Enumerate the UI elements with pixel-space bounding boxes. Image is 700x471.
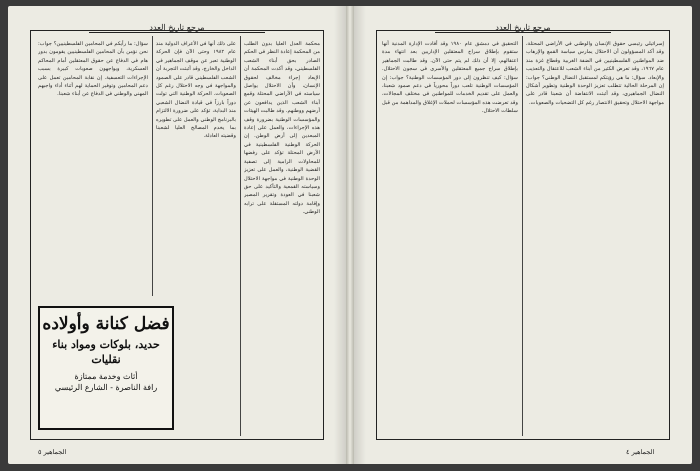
- column-left: التحقيق في دمشق عام ١٩٨٠ وقد أفادت الإدارة المدنية أنها ستقوم بإطلاق سراح المعتقلين الإداريين بعد انتهاء مدة اعتقالهم، إلا أن ذلك لم يتم حتى الآن. وقد طالبت الجماهير بإطلاق سراح جميع المعتقلين والأسرى في سجون الاحتلال. سؤال: كيف تنظرون إلى دور المؤسسات الوطنية؟ جواب: إن المؤسسات الوطنية تلعب دوراً محورياً في دعم صمود شعبنا، والعمل على تقديم الخدمات للمواطنين في مختلف المجالات، وقد تعرضت هذه المؤسسات لحملات الإغلاق والمداهمة من قبل سلطات الاحتلال.: [382, 41, 518, 115]
- column-right: محكمة العدل العليا بدون الطلب من المحكمة إعادة النظر في الحكم الصادر بحق أبناء الشعب الفلسطيني، وقد أكدت المحكمة أن الإبعاد إجراء مخالف لحقوق الإنسان، وأن الاحتلال يواصل سياسته في الأراضي المحتلة وقمع أبناء الشعب الذين يدافعون عن أرضهم ووطنهم. وقد طالبت الهيئات والمؤسسات الوطنية بضرورة وقف هذه الإجراءات، والعمل على إعادة المبعدين إلى أرض الوطن. إن الحركة الوطنية الفلسطينية في الأرض المحتلة تؤكد على رفضها للمحاولات الرامية إلى تصفية القضية الوطنية، والعمل على تعزيز الوحدة الوطنية في مواجهة الاحتلال وسياسته القمعية والتأكيد على حق شعبنا في العودة وتقرير المصير وإقامة دولته المستقلة على ترابه الوطني.: [244, 41, 320, 216]
- page-footer: الجماهير ٤: [626, 448, 655, 456]
- page-footer: الجماهير ٥: [38, 448, 67, 456]
- column-divider: [152, 36, 153, 296]
- right-page: [354, 6, 692, 464]
- column-left: سؤال: ما رأيكم في المحامين الفلسطينيين؟ جواب: نحن نؤمن بأن المحامين الفلسطينيين يقومون بدور هام في الدفاع عن حقوق المعتقلين أمام المحاكم العسكرية، ويواجهون صعوبات كبيرة بسبب الإجراءات التعسفية. إن نقابة المحامين تعمل على دعم المحامين وتوفير الحماية لهم أثناء أداء واجبهم المهني والوطني في الدفاع عن أبناء شعبنا.: [38, 41, 148, 98]
- column-divider: [240, 36, 241, 436]
- ad-line: أثاث وخدمة ممتازة: [74, 372, 138, 381]
- ad-title: فضل كنانة وأولاده: [42, 314, 170, 334]
- ad-line: نقليات: [91, 353, 121, 366]
- page-header: مرجع تاريخ العدد: [8, 15, 346, 34]
- column-right: إسرائيلي رئيسي حقوق الإنسان والوطني في الأراضي المحتلة، وقد أكد المسؤولون أن الاحتلال يمارس سياسة القمع والإرهاب ضد المواطنين الفلسطينيين في الضفة الغربية وقطاع غزة منذ عام ١٩٦٧، وقد تعرض الكثير من أبناء الشعب للاعتقال والتعذيب والإبعاد. سؤال: ما هي رؤيتكم لمستقبل النضال الوطني؟ جواب: إن المرحلة الحالية تتطلب تعزيز الوحدة الوطنية وتطوير أشكال النضال الجماهيري، وقد أثبتت الانتفاضة أن شعبنا قادر على مواجهة الاحتلال وتحقيق الانتصار رغم كل التضحيات والصعوبات.: [526, 41, 664, 106]
- ad-address: رافة الناصرة - الشارع الرئيسي: [54, 383, 158, 392]
- ad-line: حديد، بلوكات ومواد بناء: [52, 338, 160, 351]
- column-middle: على ذلك أنها في الأعراف الدولية منذ عام ١٩٨٢ وحتى الآن فإن الحركة الوطنية تعبر عن موقف الجماهير في الداخل والخارج، وقد أثبتت التجربة أن الشعب الفلسطيني قادر على الصمود والمواجهة في وجه الاحتلال رغم كل الصعوبات. الحركة الوطنية التي تولت دوراً بارزاً في قيادة النضال الشعبي منذ البداية، تؤكد على ضرورة الالتزام بالبرنامج الوطني والعمل على تطويره بما يخدم المصالح العليا لشعبنا وقضيته العادلة.: [156, 41, 236, 140]
- left-page: [8, 6, 346, 464]
- book-spine: [346, 6, 354, 464]
- column-divider: [522, 36, 523, 436]
- fold-shadow: [354, 6, 366, 464]
- fold-shadow: [334, 6, 346, 464]
- advertisement-box: [38, 306, 174, 430]
- page-header: مرجع تاريخ العدد: [354, 15, 692, 34]
